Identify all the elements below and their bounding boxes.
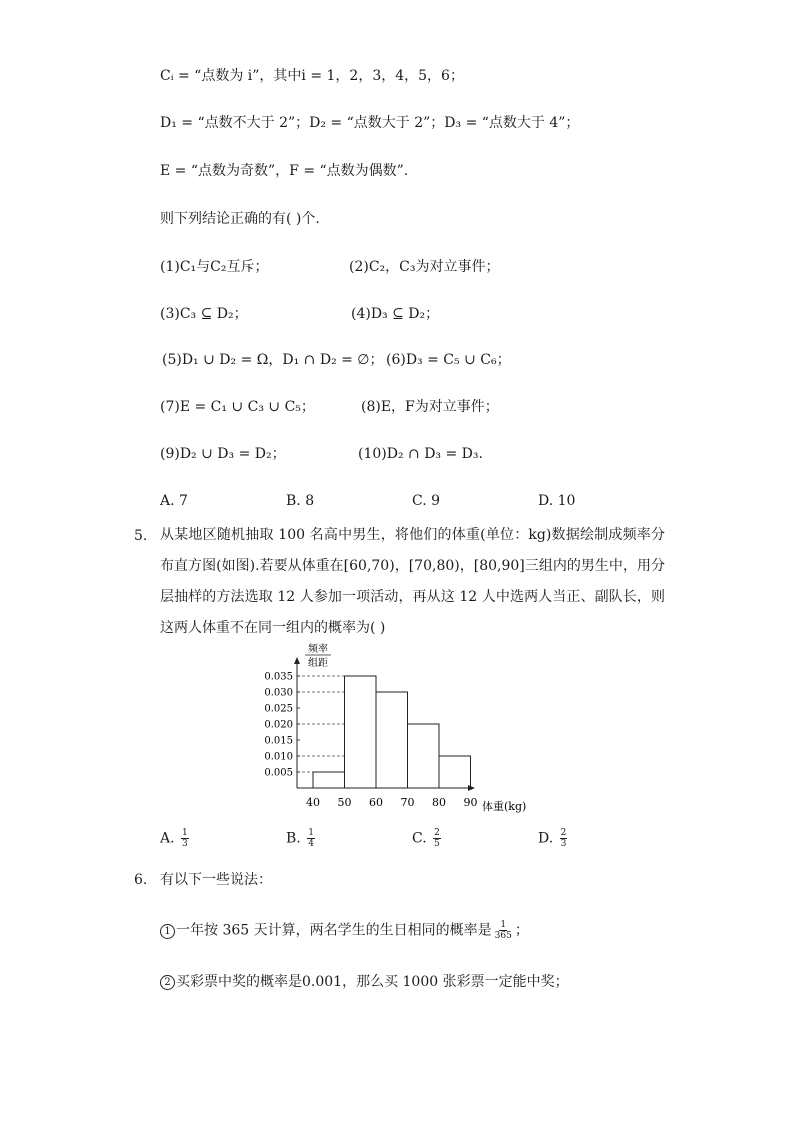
q6-number: 6. [134,872,148,888]
q5-option-c-den: 5 [434,839,440,849]
def-c-line: Cᵢ = “点数为 i”，其中i = 1，2，3，4，5，6； [160,68,464,84]
y-axis-arrow [294,657,300,664]
statement-10: (10)D₂ ∩ D₃ = D₃. [358,446,483,462]
y-tick-label: 0.020 [264,719,293,731]
q6-item-1-num: 1 [500,920,507,930]
statement-8: (8)E，F为对立事件； [361,399,499,415]
bar-80-90 [439,756,471,788]
q5-option-b-num: 1 [308,828,314,838]
ylabel-denominator: 组距 [308,658,328,669]
bar-40-50 [313,772,345,788]
q5-option-a[interactable] [160,828,191,849]
q6-item-1 [160,920,529,941]
q6-item-1-text: 一年按 365 天计算，两名学生的生日相同的概率是 [176,922,492,939]
q4-option-b[interactable]: B. 8 [286,493,315,509]
q5-option-c-fraction [433,828,441,849]
x-tick-label: 90 [463,796,478,809]
bar-60-70 [376,692,408,788]
y-tick-label: 0.030 [264,687,293,699]
statement-7: (7)E = C₁ ∪ C₃ ∪ C₅； [160,399,315,415]
q6-item-2-text: 买彩票中奖的概率是0.001，那么买 1000 张彩票一定能中奖； [176,974,569,990]
x-tick-label: 50 [337,796,352,809]
q5-option-a-fraction [181,828,189,849]
q5-option-d[interactable] [538,828,569,849]
q6-item-1-fraction [494,920,513,941]
q5-option-d-letter: D. [538,830,554,847]
q5-option-a-num: 1 [182,828,188,838]
x-tick-label: 40 [306,796,320,809]
q5-option-c-num: 2 [434,828,440,838]
q4-option-c[interactable]: C. 9 [412,493,441,509]
statement-6: (6)D₃ = C₅ ∪ C₆； [386,352,511,368]
statement-5: (5)D₁ ∪ D₂ = Ω，D₁ ∩ D₂ = ∅； [162,352,384,368]
statement-3: (3)C₃ ⊆ D₂； [160,306,248,322]
q5-option-b-den: 4 [308,839,314,849]
q6-item-1-mark: 1 [160,924,175,939]
xlabel: 体重(kg) [482,800,527,813]
x-tick-label: 80 [432,796,446,809]
q5-number: 5. [134,528,148,544]
x-tick-label: 60 [369,796,383,809]
q5-option-d-den: 3 [560,839,567,849]
q5-option-c-letter: C. [412,830,427,847]
statement-1: (1)C₁与C₂互斥； [160,259,269,275]
histogram [250,638,540,818]
y-tick-label: 0.025 [264,703,293,715]
bar-70-80 [408,724,440,788]
q5-option-b[interactable] [286,828,317,849]
q5-option-d-fraction [560,828,568,849]
q4-question: 则下列结论正确的有( )个. [160,211,320,227]
q5-option-a-letter: A. [160,830,175,847]
x-axis-arrow [468,785,475,791]
y-tick-label: 0.010 [264,751,293,763]
q6-intro: 有以下一些说法： [160,872,272,888]
ylabel-numerator: 频率 [308,644,328,655]
x-tick-label: 70 [400,796,415,809]
q6-item-2-mark: 2 [160,975,175,990]
q5-option-b-letter: B. [286,830,301,847]
statement-2: (2)C₂，C₃为对立事件； [349,259,500,275]
y-tick-label: 0.035 [264,671,293,683]
q5-text: 从某地区随机抽取 100 名高中男生，将他们的体重(单位：kg)数据绘制成频率分布直方图(如图).若要从体重在[60,70)，[70,80)，[80,90]三组内的男生中，用分层抽样的方法选取 12 人参加一项活动，再从这 12 人中选两人当正、副队长，则这两人体重不在同一组内的概率为( ) [160,527,665,636]
statement-9: (9)D₂ ∪ D₃ = D₂； [160,446,286,462]
q6-item-2 [160,972,569,992]
q5-option-a-den: 3 [182,839,188,849]
q6-item-1-den: 365 [494,931,512,941]
q5-option-c[interactable] [412,828,443,849]
statement-4: (4)D₃ ⊆ D₂； [351,306,440,322]
def-ef-line: E = “点数为奇数”，F = “点数为偶数”. [160,163,409,179]
y-tick-label: 0.005 [264,767,293,779]
q4-option-a[interactable]: A. 7 [160,493,188,509]
q5-option-d-num: 2 [560,828,567,838]
bar-50-60 [345,676,377,788]
def-d-line: D₁ = “点数不大于 2”；D₂ = “点数大于 2”；D₃ = “点数大于 4”； [160,115,580,131]
y-tick-label: 0.015 [264,735,293,747]
q5-option-b-fraction [307,828,315,849]
q6-item-1-end: ； [514,922,529,939]
q4-option-d[interactable]: D. 10 [538,493,576,509]
